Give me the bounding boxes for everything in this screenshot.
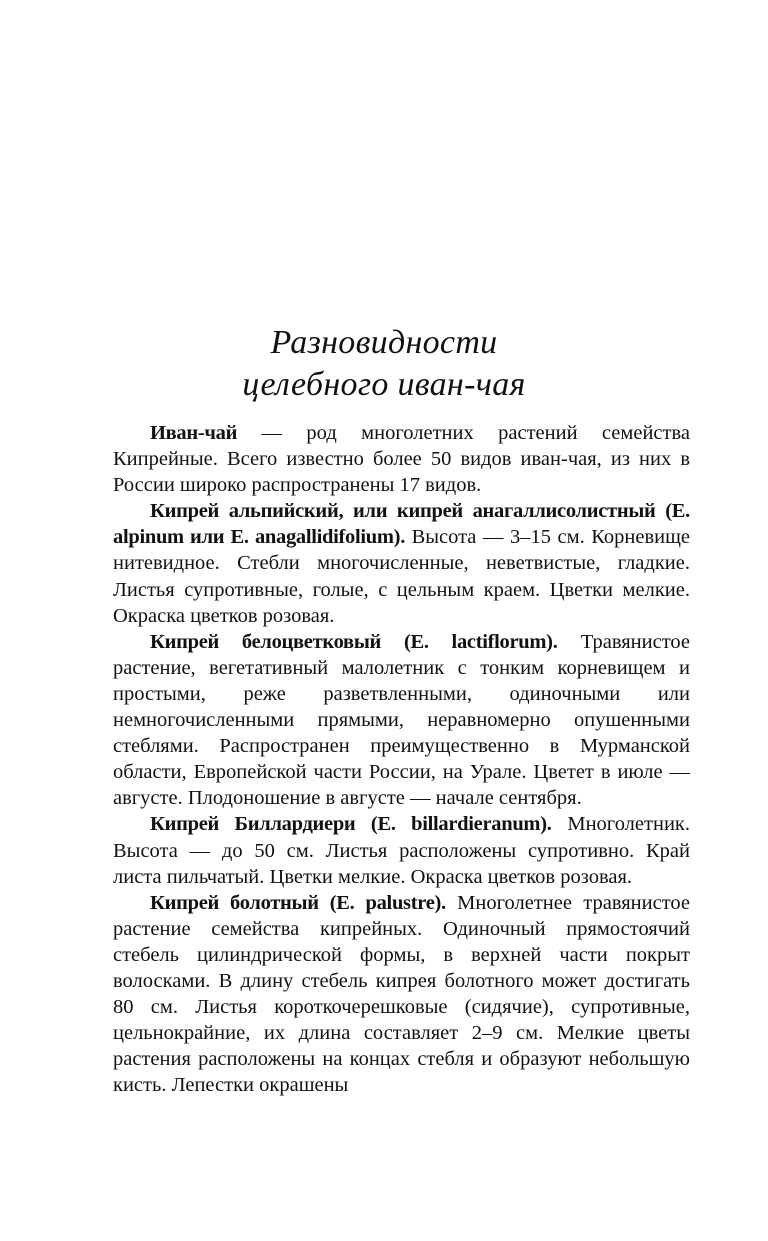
body-text bbox=[113, 420, 690, 1098]
paragraph-ivan-chai bbox=[113, 420, 690, 498]
paragraph-kiprei-belotsvetkovyi bbox=[113, 629, 690, 812]
term-kiprei-billardieri: Кипрей Биллардиери (E. billardieranum). bbox=[150, 813, 552, 836]
paragraph-kiprei-alpiiskii bbox=[113, 498, 690, 628]
section-heading bbox=[80, 322, 688, 406]
term-kiprei-bolotnyi: Кипрей болотный (E. palustre). bbox=[150, 891, 446, 914]
term-kiprei-alpiiskii: Кипрей альпийский, или кипрей анагаллисолистный (E. alpinum или E. anagallidifolium). bbox=[113, 500, 690, 549]
term-kiprei-belotsvetkovyi: Кипрей белоцветковый (E. lactiflorum). bbox=[150, 630, 558, 653]
paragraph-text: Высота — 3–15 см. Корневище нитевидное. Стебли многочисленные, неветвистые, гладкие. Листья супротивные, голые, с цельным краем. Цветки мелкие. Окраска цветков розовая. bbox=[113, 526, 690, 627]
paragraph-kiprei-bolotnyi bbox=[113, 890, 690, 1099]
term-ivan-chai: Иван-чай bbox=[150, 422, 238, 444]
paragraph-kiprei-billardieri bbox=[113, 811, 690, 889]
section-heading-line-1: Разновидности bbox=[270, 324, 498, 361]
paragraph-text: Травянистое растение, вегетативный малолетник с тонким корневищем и простыми, реже разветвленными, одиночными или немногочисленными прямыми, неравномерно опушенными стеблями. Распространен преимущественно в Мурманской области, Европейской части России, на Урале. Цветет в июле — августе. Плодоношение в августе — начале сентября. bbox=[113, 630, 690, 810]
section-heading-line-2: целебного иван-чая bbox=[242, 366, 526, 403]
paragraph-text: Многолетнее травянистое растение семейства кипрейных. Одиночный прямостоячий стебель цилиндрической формы, в верхней части покрыт волосками. В длину стебель кипрея болотного может достигать 80 см. Листья короткочерешковые (сидячие), супротивные, цельнокрайние, их длина составляет 2–9 см. Мелкие цветы растения расположены на концах стебля и образуют небольшую кисть. Лепестки окрашены bbox=[113, 891, 690, 1097]
paragraph-text: Многолетник. Высота — до 50 см. Листья расположены супротивно. Край листа пильчатый. Цветки мелкие. Окраска цветков розовая. bbox=[113, 813, 690, 888]
paragraph-text: — род многолетних растений семейства Кипрейные. Всего известно более 50 видов иван-чая, из них в России широко распространены 17 видов. bbox=[113, 422, 690, 497]
